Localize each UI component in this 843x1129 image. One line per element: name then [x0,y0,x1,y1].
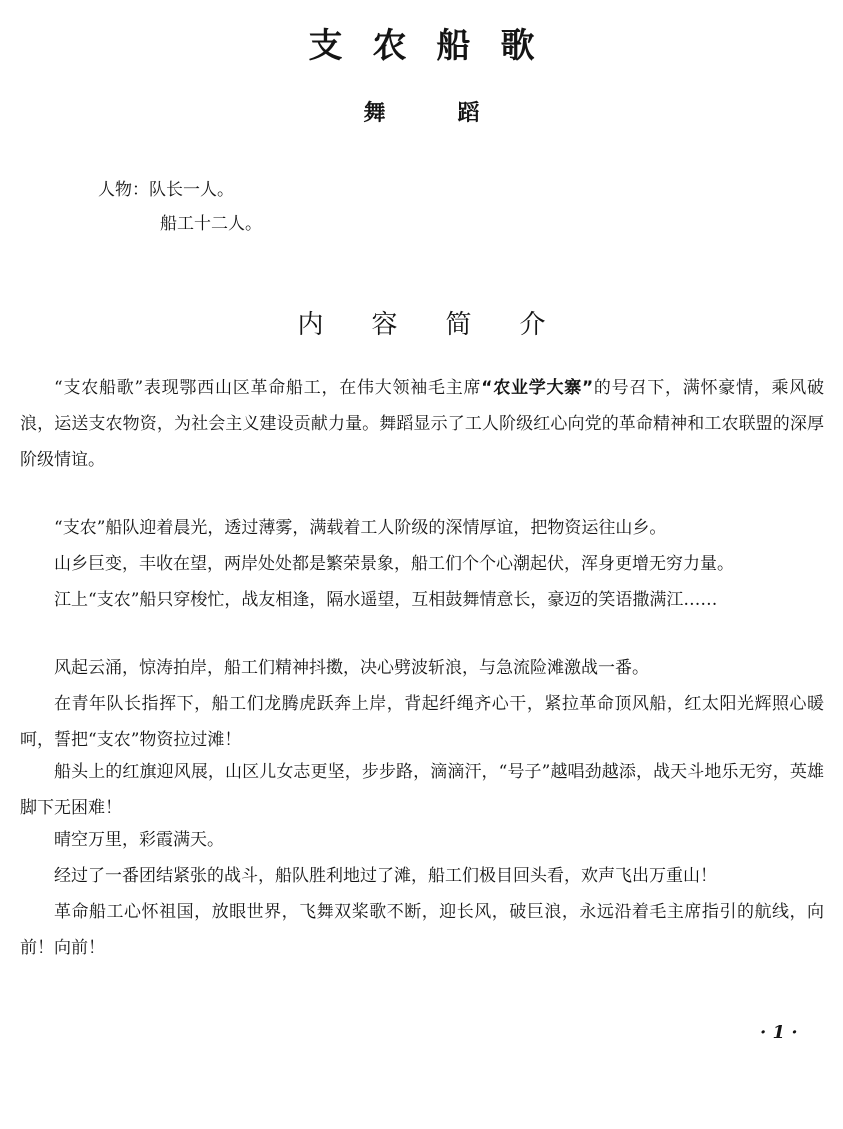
scene-paragraph: 经过了一番团结紧张的战斗，船队胜利地过了滩，船工们极目回头看，欢声飞出万重山！ [54,866,717,886]
scene-paragraph: 晴空万里，彩霞满天。 [54,830,224,850]
cast-list-line-1: 人物：队长一人。 [98,180,234,200]
summary-bold-quote: “农业学大寨” [481,378,594,398]
scene-paragraph: 在青年队长指挥下，船工们龙腾虎跃奔上岸，背起纤绳齐心干，紧拉革命顶风船，红太阳光辉照心暖呵，誓把“支农”物资拉过滩！ [20,694,824,750]
scene-paragraph: 船头上的红旗迎风展，山区儿女志更坚，步步路，滴滴汗，“号子”越唱劲越添，战天斗地乐无穷，英雄脚下无困难！ [20,762,824,818]
scene-paragraph: “支农”船队迎着晨光，透过薄雾，满载着工人阶级的深情厚谊，把物资运往山乡。 [54,518,667,538]
summary-text-after: 的号召下，满怀豪情，乘风破浪，运送支农物资，为社会主义建设贡献力量。舞蹈显示了工人阶级红心向党的革命精神和工农联盟的深厚阶级情谊。 [20,378,824,470]
scene-paragraph: 江上“支农”船只穿梭忙，战友相逢，隔水遥望，互相鼓舞情意长，豪迈的笑语撒满江…… [54,590,718,610]
page-subtitle: 舞蹈 [363,101,552,126]
summary-paragraph [20,370,824,478]
page-title: 支农船歌 [308,26,565,66]
page-number: · 1 · [760,1022,798,1043]
section-heading: 内容简介 [297,310,594,340]
scene-paragraph: 革命船工心怀祖国，放眼世界，飞舞双桨歌不断，迎长风，破巨浪，永远沿着毛主席指引的航线，向前！向前！ [20,902,824,958]
cast-list-line-2: 船工十二人。 [160,214,262,234]
summary-text-before: “支农船歌”表现鄂西山区革命船工，在伟大领袖毛主席 [54,378,482,398]
scene-paragraph: 风起云涌，惊涛拍岸，船工们精神抖擞，决心劈波斩浪，与急流险滩激战一番。 [54,658,649,678]
scene-paragraph: 山乡巨变，丰收在望，两岸处处都是繁荣景象，船工们个个心潮起伏，浑身更增无穷力量。 [54,554,734,574]
